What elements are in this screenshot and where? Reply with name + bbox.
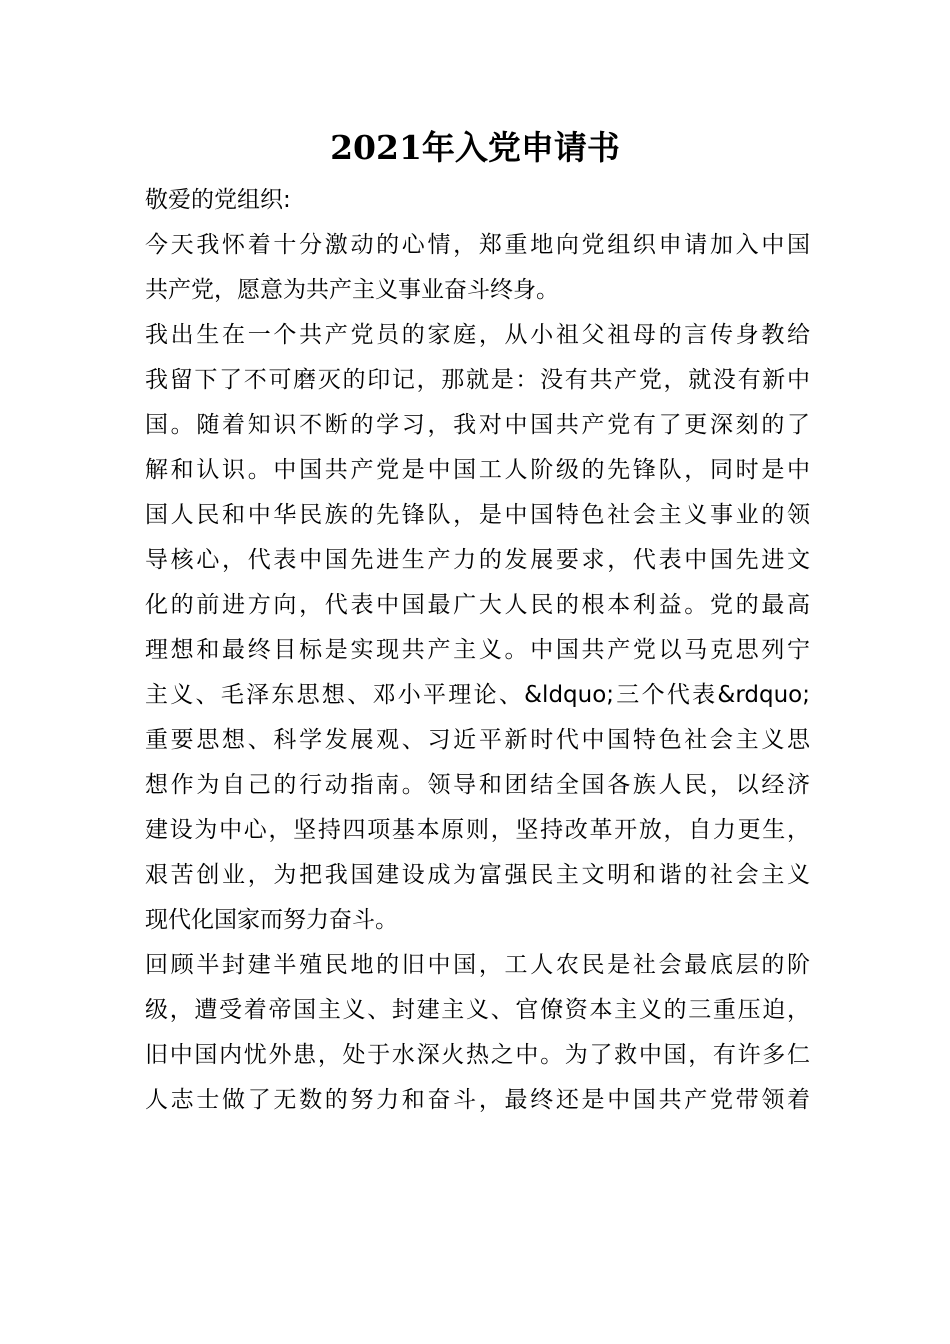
paragraph-2-line-5: 国人民和中华民族的先锋队，是中国特色社会主义事业的领 <box>145 502 810 528</box>
paragraph-2-line-10: 重要思想、科学发展观、习近平新时代中国特色社会主义思 <box>145 727 810 753</box>
paragraph-2-line-9: 主义、毛泽东思想、邓小平理论、&ldquo;三个代表&rdquo; <box>145 682 810 708</box>
paragraph-2-line-6: 导核心，代表中国先进生产力的发展要求，代表中国先进文 <box>145 547 810 573</box>
paragraph-3-line-2: 级，遭受着帝国主义、封建主义、官僚资本主义的三重压迫， <box>145 997 810 1023</box>
paragraph-2-line-2: 我留下了不可磨灭的印记，那就是：没有共产党，就没有新中 <box>145 367 810 393</box>
paragraph-1-line-2: 共产党，愿意为共产主义事业奋斗终身。 <box>145 277 559 303</box>
paragraph-2-line-8: 理想和最终目标是实现共产主义。中国共产党以马克思列宁 <box>145 637 810 663</box>
paragraph-2-line-3: 国。随着知识不断的学习，我对中国共产党有了更深刻的了 <box>145 412 810 438</box>
paragraph-2-line-12: 建设为中心，坚持四项基本原则，坚持改革开放，自力更生， <box>145 817 810 843</box>
salutation: 敬爱的党组织: <box>145 187 291 213</box>
paragraph-2-line-7: 化的前进方向，代表中国最广大人民的根本利益。党的最高 <box>145 592 810 618</box>
paragraph-3-line-1: 回顾半封建半殖民地的旧中国，工人农民是社会最底层的阶 <box>145 952 810 978</box>
paragraph-1-line-1: 今天我怀着十分激动的心情，郑重地向党组织申请加入中国 <box>145 232 810 258</box>
paragraph-2-line-13: 艰苦创业，为把我国建设成为富强民主文明和谐的社会主义 <box>145 862 810 888</box>
paragraph-2-line-14: 现代化国家而努力奋斗。 <box>145 907 398 933</box>
paragraph-3-line-4: 人志士做了无数的努力和奋斗，最终还是中国共产党带领着 <box>145 1087 810 1113</box>
paragraph-2-line-4: 解和认识。中国共产党是中国工人阶级的先锋队，同时是中 <box>145 457 810 483</box>
paragraph-2-line-11: 想作为自己的行动指南。领导和团结全国各族人民，以经济 <box>145 772 810 798</box>
paragraph-2-line-1: 我出生在一个共产党员的家庭，从小祖父祖母的言传身教给 <box>145 322 810 348</box>
document-body <box>145 178 810 1123</box>
paragraph-3-line-3: 旧中国内忧外患，处于水深火热之中。为了救中国，有许多仁 <box>145 1042 810 1068</box>
document-title: 2021年入党申请书 <box>330 128 620 167</box>
